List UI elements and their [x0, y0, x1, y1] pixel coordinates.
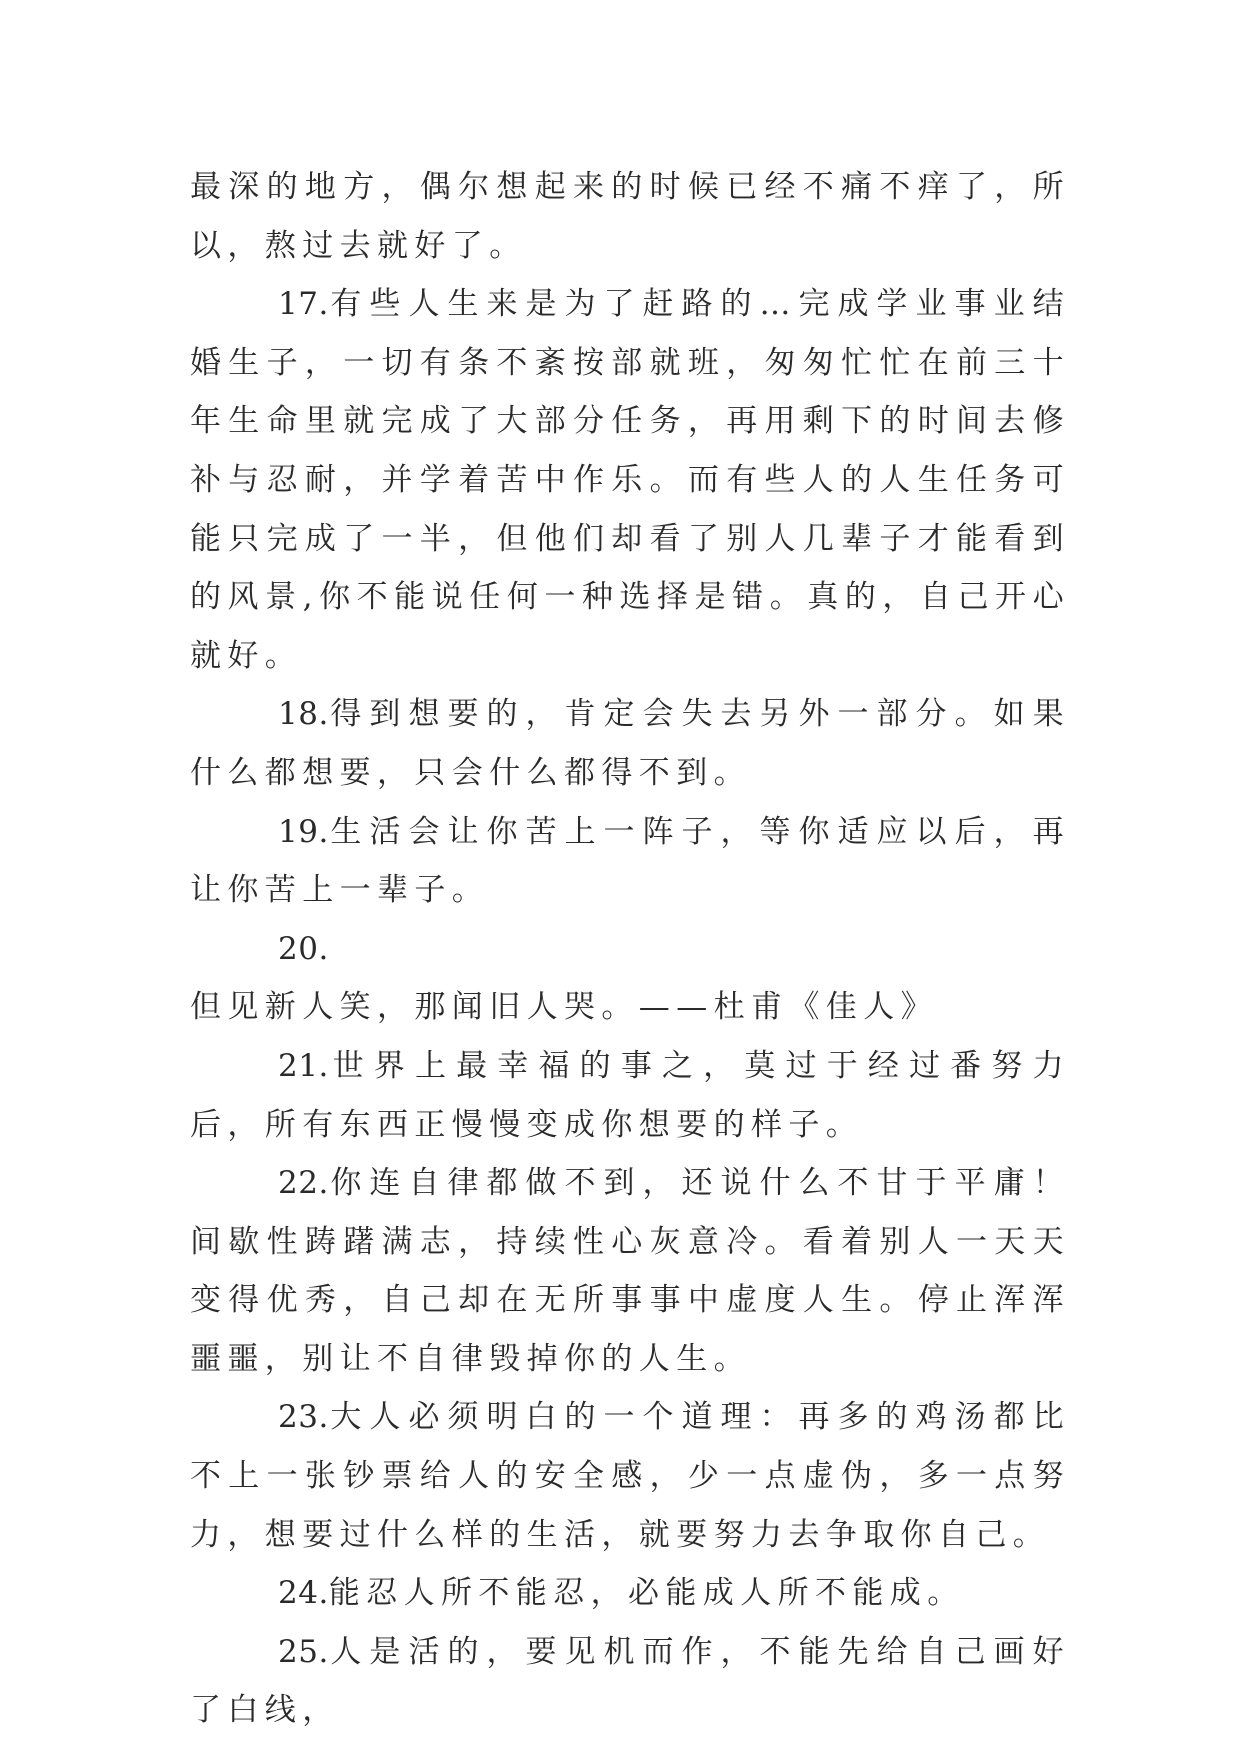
paragraph-number: 18.	[278, 696, 329, 733]
paragraph-20	[190, 920, 1070, 1037]
paragraph-number: 22.	[278, 1165, 329, 1202]
document-body	[190, 158, 1070, 1740]
paragraph-text: 有些人生来是为了赶路的…完成学业事业结婚生子，一切有条不紊按部就班，匆匆忙忙在前三十年生命里就完成了大部分任务，再用剩下的时间去修补与忍耐，并学着苦中作乐。而有些人的人生任务可能只完成了一半，但他们却看了别人几辈子才能看到的风景,你不能说任何一种选择是错。真的，自己开心就好。	[190, 286, 1070, 674]
paragraph-number: 17.	[278, 286, 329, 323]
paragraph-18	[190, 685, 1070, 802]
paragraph-text: 得到想要的，肯定会失去另外一部分。如果什么都想要，只会什么都得不到。	[190, 696, 1070, 791]
paragraph-number: 24.	[278, 1575, 329, 1612]
paragraph-23	[190, 1388, 1070, 1564]
paragraph-16-continuation	[190, 158, 1070, 275]
paragraph-17	[190, 275, 1070, 685]
paragraph-number: 21.	[278, 1047, 329, 1084]
paragraph-text: 最深的地方，偶尔想起来的时候已经不痛不痒了，所以，熬过去就好了。	[190, 169, 1070, 264]
paragraph-21	[190, 1037, 1070, 1154]
paragraph-number: 25.	[278, 1633, 329, 1670]
paragraph-22	[190, 1154, 1070, 1388]
paragraph-text: 能忍人所不能忍，必能成人所不能成。	[328, 1575, 965, 1612]
paragraph-number: 20.	[278, 930, 329, 967]
paragraph-text: 生活会让你苦上一阵子，等你适应以后，再让你苦上一辈子。	[190, 813, 1070, 909]
paragraph-text: 人是活的，要见机而作，不能先给自己画好了白线，	[190, 1633, 1070, 1729]
paragraph-25	[190, 1623, 1070, 1740]
paragraph-number: 23.	[278, 1399, 329, 1436]
paragraph-number: 19.	[278, 813, 329, 850]
paragraph-text: 你连自律都做不到，还说什么不甘于平庸！间歇性踌躇满志，持续性心灰意冷。看着别人一天天变得优秀，自己却在无所事事中虚度人生。停止浑浑噩噩，别让不自律毁掉你的人生。	[190, 1165, 1070, 1377]
paragraph-text: 大人必须明白的一个道理：再多的鸡汤都比不上一张钞票给人的安全感，少一点虚伪，多一点努力，想要过什么样的生活，就要努力去争取你自己。	[190, 1399, 1070, 1553]
paragraph-text: 但见新人笑，那闻旧人哭。——杜甫《佳人》	[190, 989, 938, 1026]
paragraph-19	[190, 803, 1070, 920]
paragraph-24	[190, 1564, 1070, 1623]
paragraph-text: 世界上最幸福的事之，莫过于经过番努力后，所有东西正慢慢变成你想要的样子。	[190, 1047, 1070, 1143]
